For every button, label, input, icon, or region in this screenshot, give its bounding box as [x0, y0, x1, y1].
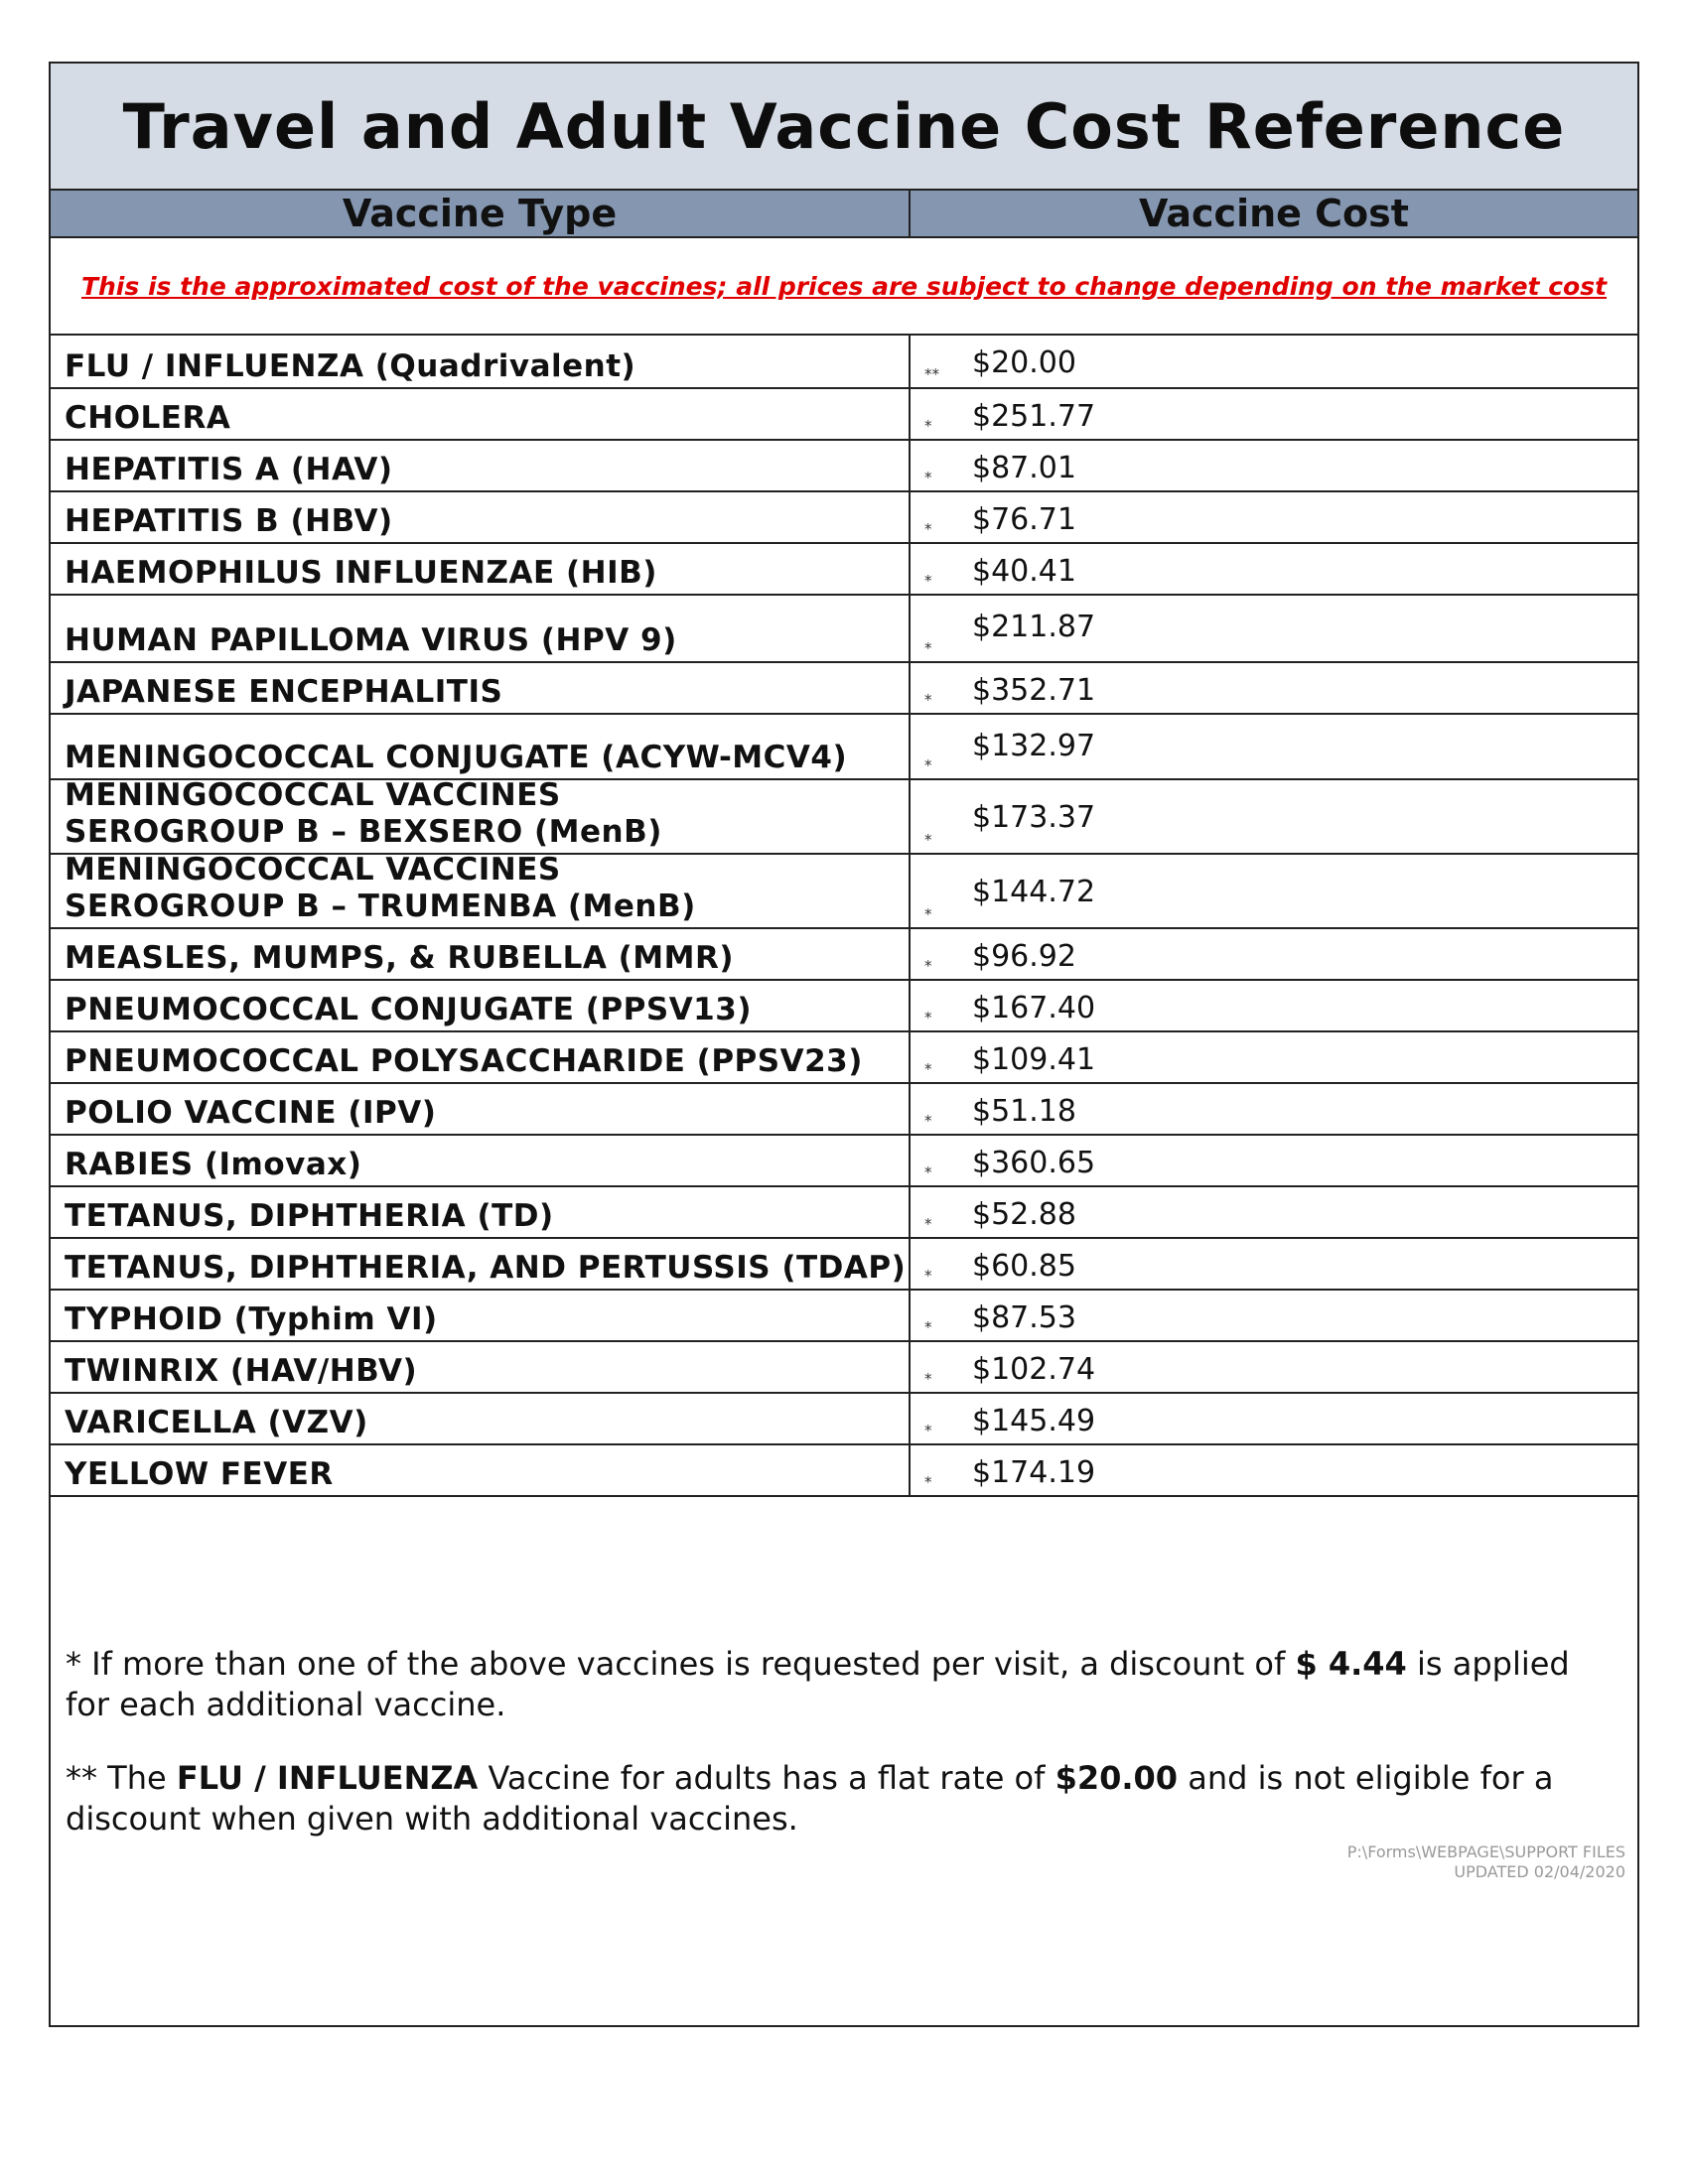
vaccine-cost: $174.19 [972, 1455, 1096, 1490]
table-row [51, 777, 1637, 855]
vaccine-cost-cell [911, 544, 1637, 594]
vaccine-cost-cell [911, 1136, 1637, 1185]
footnote-marker: * [924, 469, 932, 486]
vaccine-cost: $87.01 [972, 451, 1076, 485]
vaccine-cost: $132.97 [972, 729, 1096, 763]
footnote-marker: * [924, 1473, 932, 1491]
vaccine-name-text: TWINRIX (HAV/HBV) [65, 1353, 418, 1389]
table-row [51, 336, 1637, 389]
table-row [51, 389, 1637, 441]
footnote-marker: * [924, 1215, 932, 1233]
vaccine-name-text: MENINGOCOCCAL CONJUGATE (ACYW-MCV4) [65, 740, 848, 775]
vaccine-cost: $211.87 [972, 610, 1096, 644]
table-row [51, 1084, 1637, 1136]
table-row [51, 1032, 1637, 1084]
table-row [51, 663, 1637, 715]
footnote-marker: * [924, 1370, 932, 1388]
vaccine-name-line: SEROGROUP B – BEXSERO (MenB) [65, 814, 662, 850]
table-row [51, 852, 1637, 929]
footnote-marker: * [924, 957, 932, 975]
document-frame [49, 62, 1639, 2027]
vaccine-name-text: TETANUS, DIPHTHERIA, AND PERTUSSIS (TDAP) [65, 1250, 907, 1286]
column-header-cost: Vaccine Cost [1139, 192, 1409, 235]
table-row [51, 492, 1637, 544]
file-path-stamp [1347, 1843, 1625, 1882]
footnote-flu: ** The FLU / INFLUENZA Vaccine for adults has a flat rate of $20.00 and is not eligible for a discount when given with additional vaccines. [66, 1759, 1554, 1838]
table-row [51, 1394, 1637, 1445]
vaccine-name [51, 1291, 911, 1340]
table-row [51, 715, 1637, 780]
vaccine-name-text: HEPATITIS A (HAV) [65, 452, 393, 487]
vaccine-cost: $96.92 [972, 939, 1076, 974]
vaccine-cost-cell [911, 1394, 1637, 1443]
table-row [51, 929, 1637, 981]
title-bar [51, 64, 1637, 191]
footnotes [66, 1644, 1608, 1872]
vaccine-cost: $20.00 [972, 345, 1076, 380]
vaccine-cost: $251.77 [972, 399, 1096, 434]
vaccine-cost: $60.85 [972, 1249, 1076, 1284]
table-row [51, 1445, 1637, 1497]
vaccine-name [51, 389, 911, 439]
footnote-marker: * [924, 756, 932, 774]
page-title: Travel and Adult Vaccine Cost Reference [122, 89, 1566, 163]
vaccine-name-text: CHOLERA [65, 400, 231, 436]
updated-date: UPDATED 02/04/2020 [1454, 1862, 1625, 1881]
vaccine-name-text: POLIO VACCINE (IPV) [65, 1095, 437, 1131]
vaccine-cost: $360.65 [972, 1146, 1096, 1180]
column-header-type: Vaccine Type [51, 191, 911, 236]
footnote-marker: * [924, 1267, 932, 1285]
vaccine-cost: $40.41 [972, 554, 1076, 589]
vaccine-name-text: JAPANESE ENCEPHALITIS [65, 674, 503, 710]
vaccine-cost: $102.74 [972, 1352, 1096, 1387]
footnote-marker: * [924, 1422, 932, 1439]
vaccine-name-text: MEASLES, MUMPS, & RUBELLA (MMR) [65, 940, 735, 976]
vaccine-name [51, 663, 911, 713]
vaccine-name [51, 1445, 911, 1495]
vaccine-cost: $145.49 [972, 1404, 1096, 1438]
vaccine-cost-cell [911, 389, 1637, 439]
vaccine-name [51, 1394, 911, 1443]
vaccine-cost-cell [911, 929, 1637, 979]
footnote-marker: * [924, 1009, 932, 1026]
vaccine-name [51, 596, 911, 661]
vaccine-cost: $109.41 [972, 1042, 1096, 1077]
footnote-marker: * [924, 417, 932, 435]
vaccine-name-line: MENINGOCOCCAL VACCINES [65, 777, 561, 813]
table-row [51, 1239, 1637, 1291]
vaccine-cost: $352.71 [972, 673, 1096, 708]
vaccine-cost: $167.40 [972, 991, 1096, 1025]
vaccine-cost: $87.53 [972, 1300, 1076, 1335]
table-row [51, 544, 1637, 596]
vaccine-cost-cell [911, 492, 1637, 542]
table-row [51, 1187, 1637, 1239]
vaccine-cost-cell [911, 663, 1637, 713]
footnote-marker: * [924, 520, 932, 538]
vaccine-cost-cell [911, 981, 1637, 1030]
vaccine-name-text: HUMAN PAPILLOMA VIRUS (HPV 9) [65, 622, 677, 658]
vaccine-name-text: FLU / INFLUENZA (Quadrivalent) [65, 348, 636, 384]
price-notice [51, 238, 1637, 336]
vaccine-cost-cell [911, 780, 1637, 853]
vaccine-name [51, 336, 911, 387]
vaccine-name [51, 544, 911, 594]
footnote-marker: * [924, 1163, 932, 1181]
vaccine-cost: $76.71 [972, 502, 1076, 537]
vaccine-name-line: SEROGROUP B – TRUMENBA (MenB) [65, 888, 696, 924]
vaccine-name [51, 441, 911, 490]
footnote-marker: * [924, 691, 932, 709]
vaccine-name-text: PNEUMOCOCCAL POLYSACCHARIDE (PPSV23) [65, 1043, 863, 1079]
vaccine-name [51, 852, 911, 927]
table-row [51, 981, 1637, 1032]
vaccine-name [51, 715, 911, 778]
vaccine-name [51, 1032, 911, 1082]
table-row [51, 441, 1637, 492]
vaccine-name-text: PNEUMOCOCCAL CONJUGATE (PPSV13) [65, 992, 752, 1027]
vaccine-cost-cell [911, 1187, 1637, 1237]
vaccine-table [51, 336, 1637, 1497]
table-header [51, 191, 1637, 238]
vaccine-name [51, 1239, 911, 1289]
table-row [51, 1342, 1637, 1394]
vaccine-name [51, 777, 911, 853]
vaccine-name-text: VARICELLA (VZV) [65, 1405, 368, 1440]
vaccine-cost-cell [911, 1239, 1637, 1289]
vaccine-name [51, 981, 911, 1030]
vaccine-name-line: MENINGOCOCCAL VACCINES [65, 852, 561, 887]
vaccine-name [51, 929, 911, 979]
vaccine-cost: $144.72 [972, 875, 1096, 909]
footnote-marker: * [924, 1060, 932, 1078]
vaccine-cost-cell [911, 855, 1637, 927]
footnote-marker: * [924, 1112, 932, 1130]
vaccine-name [51, 1084, 911, 1134]
vaccine-cost-cell [911, 1445, 1637, 1495]
vaccine-cost: $173.37 [972, 800, 1096, 835]
vaccine-cost: $51.18 [972, 1094, 1076, 1129]
vaccine-name-text: RABIES (Imovax) [65, 1147, 362, 1182]
vaccine-name [51, 1136, 911, 1185]
vaccine-name [51, 1187, 911, 1237]
table-row [51, 1291, 1637, 1342]
vaccine-name-text: HEPATITIS B (HBV) [65, 503, 393, 539]
vaccine-cost-cell [911, 1084, 1637, 1134]
vaccine-name-text: TETANUS, DIPHTHERIA (TD) [65, 1198, 554, 1234]
vaccine-cost-cell [911, 1032, 1637, 1082]
vaccine-cost-cell [911, 1342, 1637, 1392]
table-row [51, 1136, 1637, 1187]
footnote-marker: ** [924, 365, 939, 383]
file-path: P:\Forms\WEBPAGE\SUPPORT FILES [1346, 1843, 1625, 1861]
vaccine-name-text: TYPHOID (Typhim VI) [65, 1301, 438, 1337]
footnote-marker: * [924, 639, 932, 657]
footnote-marker: * [924, 831, 932, 849]
vaccine-name-text: YELLOW FEVER [65, 1456, 334, 1492]
vaccine-name-text: HAEMOPHILUS INFLUENZAE (HIB) [65, 555, 657, 591]
vaccine-cost-cell [911, 336, 1637, 387]
footnote-marker: * [924, 572, 932, 590]
footnote-marker: * [924, 905, 932, 923]
vaccine-name [51, 1342, 911, 1392]
vaccine-cost: $52.88 [972, 1197, 1076, 1232]
vaccine-name [51, 492, 911, 542]
vaccine-cost-cell [911, 441, 1637, 490]
vaccine-cost-cell [911, 1291, 1637, 1340]
footnote-discount: * If more than one of the above vaccines is requested per visit, a discount of $ 4.44 is applied for each additional vaccine. [66, 1645, 1570, 1723]
vaccine-cost-cell [911, 596, 1637, 661]
price-notice-text: This is the approximated cost of the vaccines; all prices are subject to change depending on the market cost [80, 271, 1608, 301]
vaccine-cost-cell [911, 715, 1637, 778]
table-row [51, 596, 1637, 663]
footnote-marker: * [924, 1318, 932, 1336]
